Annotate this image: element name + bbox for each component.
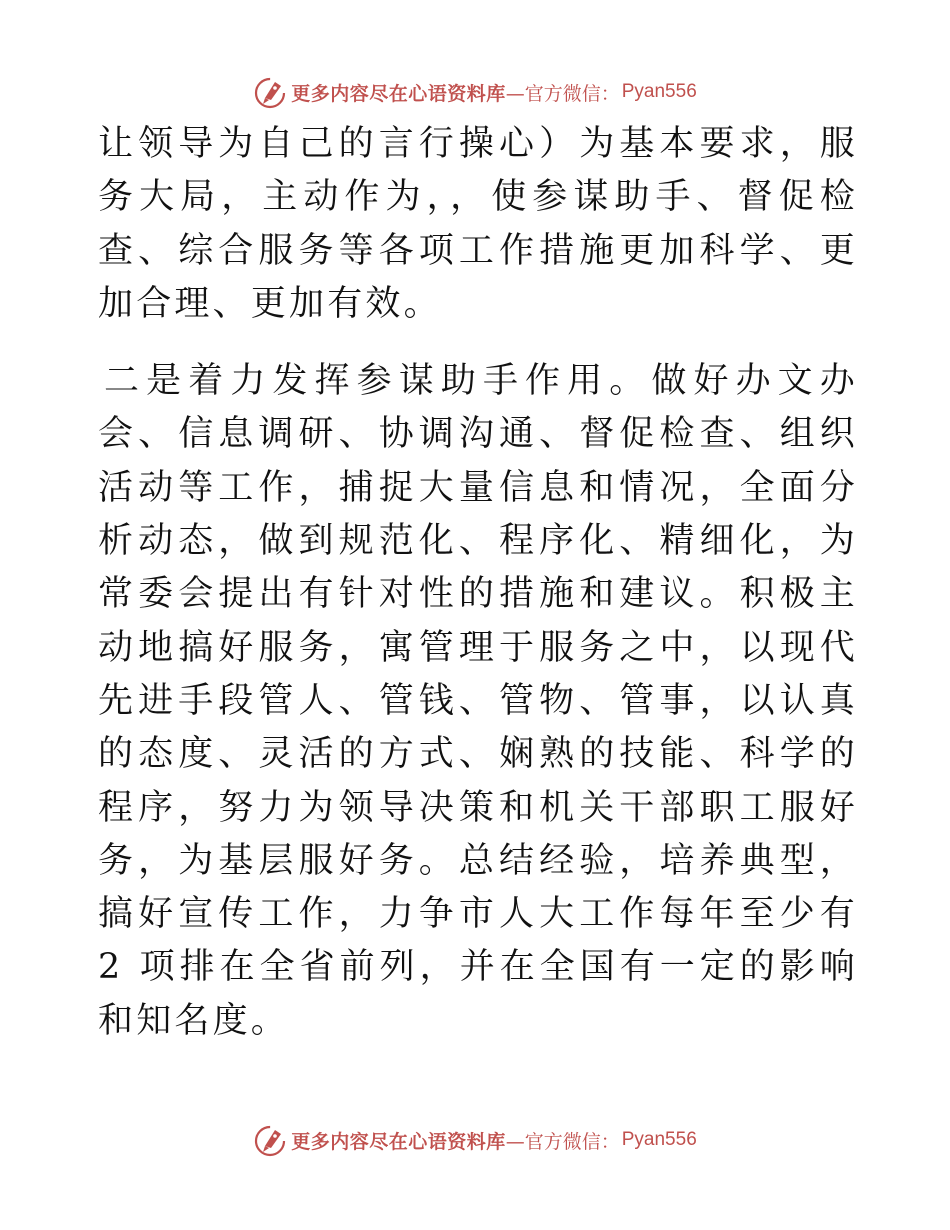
- banner-main-text: 更多内容尽在心语资料库: [291, 82, 506, 105]
- banner-main-text: 更多内容尽在心语资料库: [291, 1130, 506, 1153]
- paragraph-2: 二是着力发挥参谋助手作用。做好办文办会、信息调研、协调沟通、督促检查、组织活动等工作，捕捉大量信息和情况，全面分析动态，做到规范化、程序化、精细化，为常委会提出有针对性的措施和建议。积极主动地搞好服务，寓管理于服务之中，以现代先进手段管人、管钱、管物、管事，以认真的态度、灵活的方式、娴熟的技能、科学的程序，努力为领导决策和机关干部职工服好务，为基层服好务。总结经验，培养典型，搞好宣传工作，力争市人大工作每年至少有 2 项排在全省前列，并在全国有一定的影响和知名度。: [98, 361, 858, 1041]
- pen-nib-seal-icon: [253, 74, 289, 110]
- banner-sub-text: —官方微信：: [505, 82, 620, 105]
- footer-banner: [0, 1120, 950, 1160]
- paragraph-1: 让领导为自己的言行操心）为基本要求，服务大局，主动作为，，使参谋助手、督促检查、综合服务等各项工作措施更加科学、更加合理、更加有效。: [98, 124, 858, 324]
- banner-wechat-id: Pyan556: [621, 1129, 697, 1150]
- banner-sub-text: —官方微信：: [505, 1130, 620, 1153]
- header-banner: [0, 72, 950, 112]
- document-body: [98, 118, 858, 1048]
- banner-wechat-id: Pyan556: [621, 81, 697, 102]
- pen-nib-seal-icon: [253, 1122, 289, 1158]
